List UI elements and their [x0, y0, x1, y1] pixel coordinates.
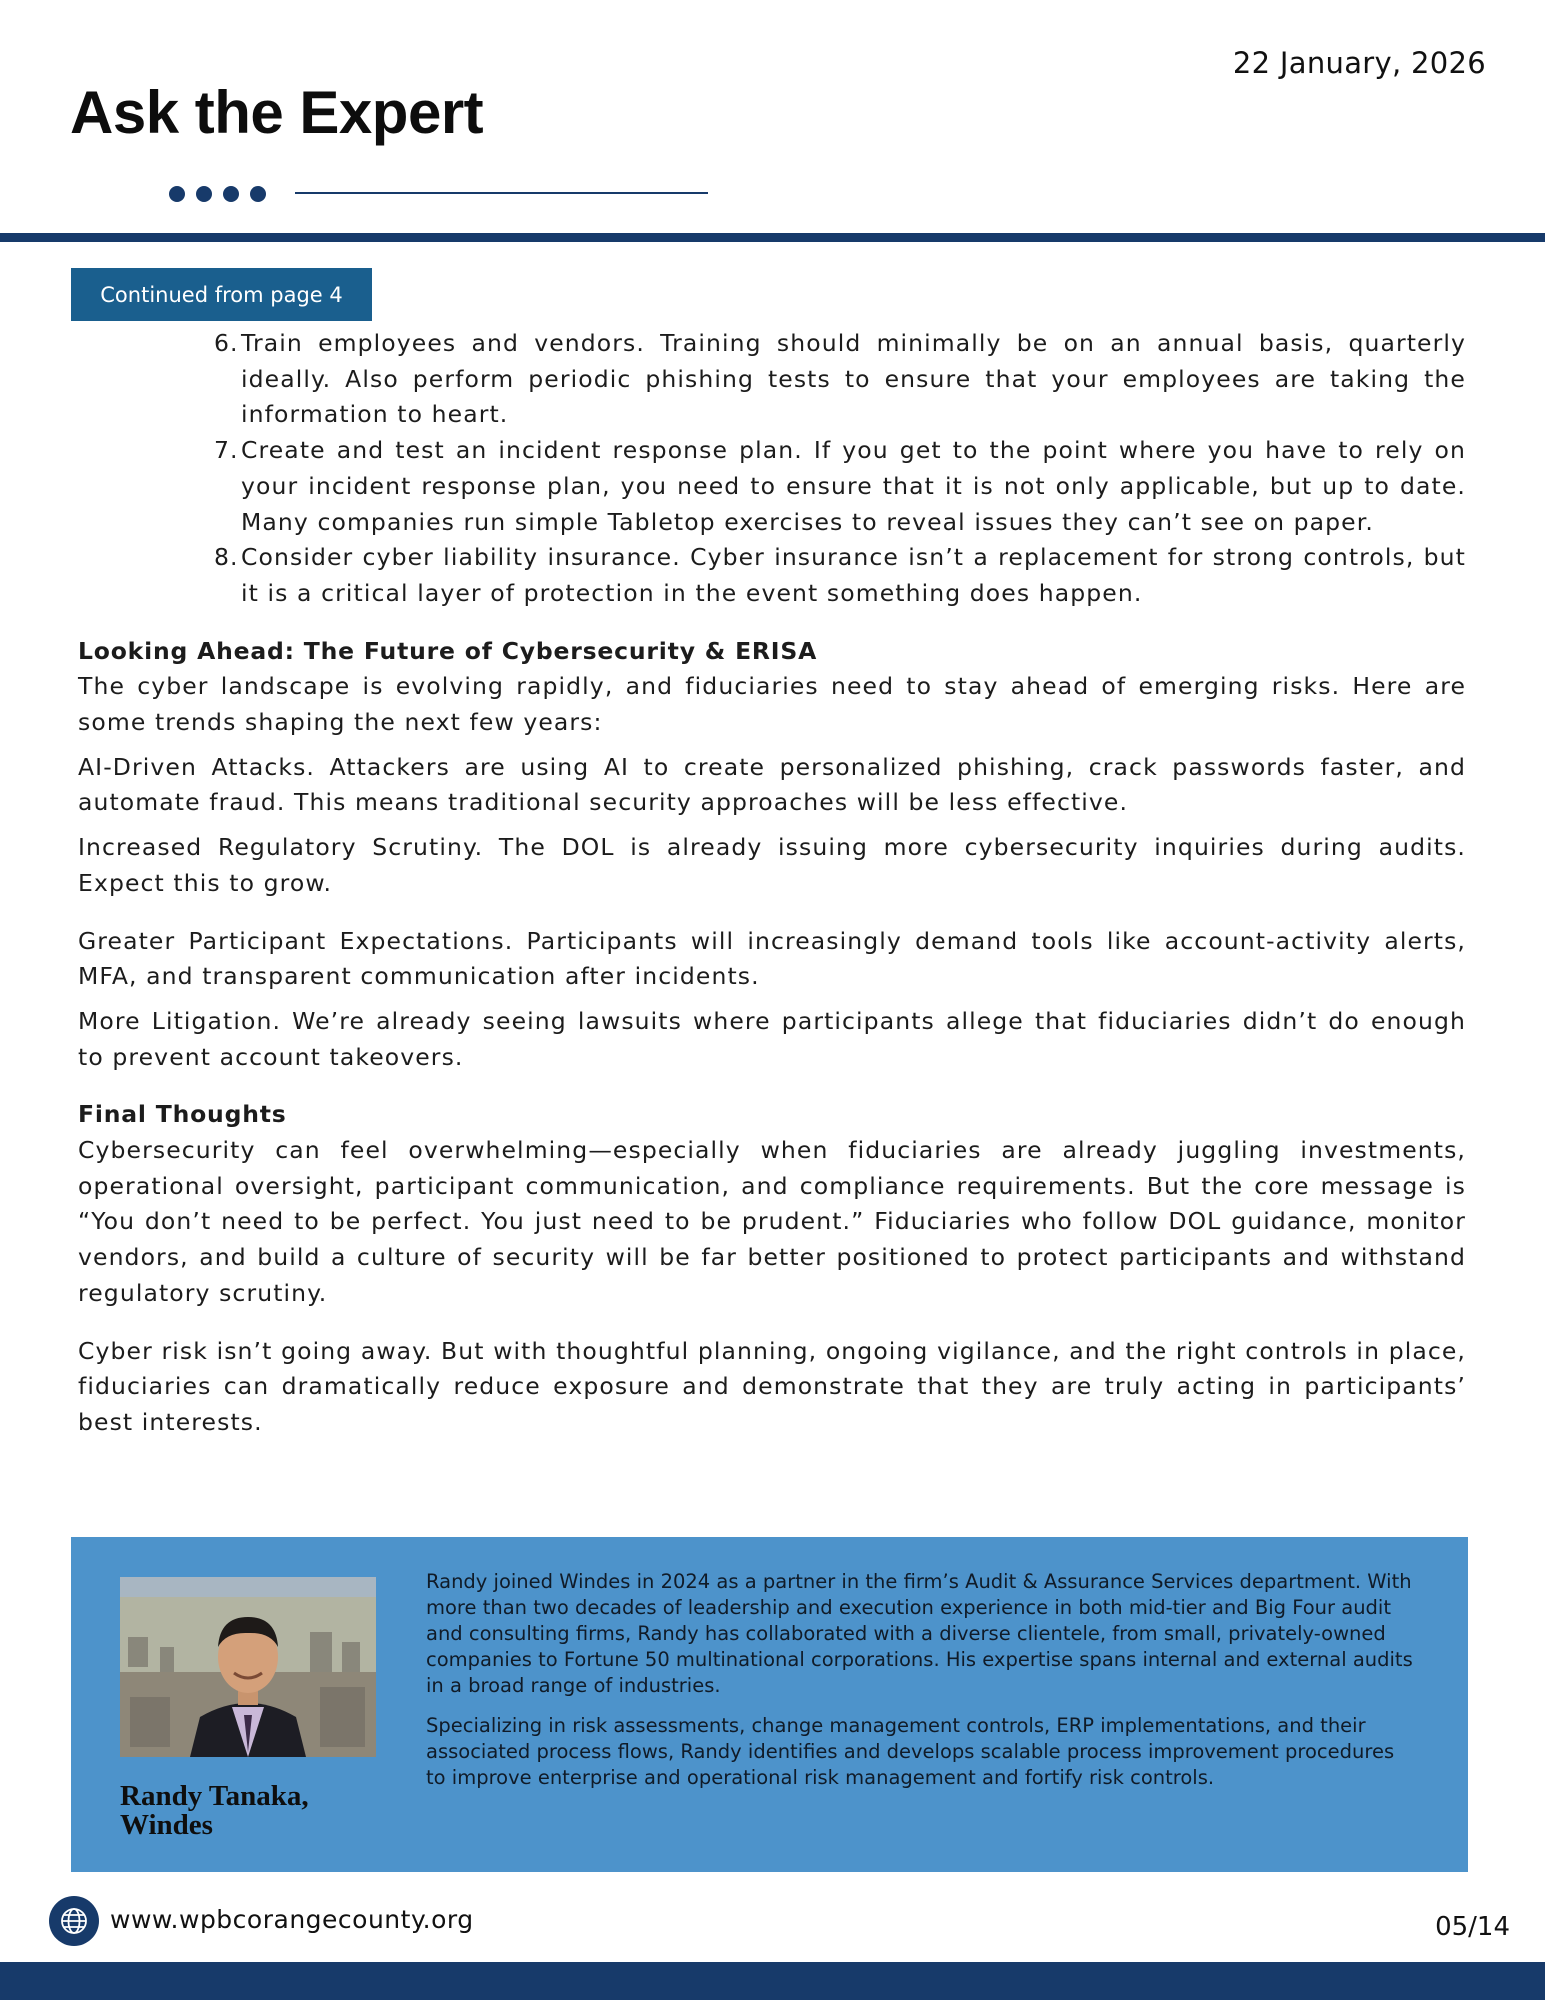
website-link[interactable]: www.wpbcorangecounty.org [110, 1905, 474, 1934]
page-number: 05/14 [1435, 1912, 1510, 1942]
author-bio-box [71, 1537, 1468, 1872]
globe-icon [49, 1896, 99, 1946]
bio-paragraph: Specializing in risk assessments, change management controls, ERP implementations, and their associated process flows, Randy identifies and develops scalable process improvement procedures to improve enterprise and operational risk management and fortify risk controls. [426, 1714, 1395, 1789]
section-heading-looking-ahead: Looking Ahead: The Future of Cybersecurity & ERISA [78, 636, 818, 665]
list-item-text: Train employees and vendors. Training should minimally be on an annual basis, quarterly ideally. Also perform periodic phishing tests to ensure that your employees are taking the information to heart. [241, 329, 1466, 429]
continued-tag: Continued from page 4 [71, 268, 372, 321]
page-title: Ask the Expert [70, 79, 484, 146]
trend-paragraph: AI-Driven Attacks. Attackers are using AI to create personalized phishing, crack passwords faster, and automate fraud. This means traditional security approaches will be less effective. [78, 752, 1466, 817]
final-thoughts-paragraph: Cybersecurity can feel overwhelming—especially when fiduciaries are already juggling investments, operational oversight, participant communication, and compliance requirements. But the core message is “You don’t need to be perfect. You just need to be prudent.” Fiduciaries who follow DOL guidance, monitor vendors, and build a culture of security will be far better positioned to protect participants and withstand regulatory scrutiny. [78, 1136, 1466, 1307]
article-body [78, 326, 1466, 1450]
list-item-text: Consider cyber liability insurance. Cyber insurance isn’t a replacement for strong controls, but it is a critical layer of protection in the event something does happen. [241, 543, 1466, 607]
looking-ahead-intro: The cyber landscape is evolving rapidly, and fiduciaries need to stay ahead of emerging risks. Here are some trends shaping the next few years: [78, 672, 1466, 737]
list-item [214, 540, 1466, 611]
author-photo [120, 1577, 376, 1757]
author-bio-text [426, 1569, 1416, 1805]
list-item [214, 433, 1466, 540]
date: 22 January, 2026 [1232, 46, 1486, 80]
list-number: 6. [214, 329, 239, 357]
footer-band [0, 1962, 1545, 2000]
title-dots-decoration [169, 186, 266, 202]
dot [196, 186, 212, 202]
bio-paragraph: Randy joined Windes in 2024 as a partner in the firm’s Audit & Assurance Services department. With more than two decades of leadership and execution experience in both mid-tier and Big Four audit and consulting firms, Randy has collaborated with a diverse clientele, from small, privately-owned companies to Fortune 50 multinational corporations. His expertise spans internal and external audits in a broad range of industries. [426, 1570, 1413, 1697]
section-heading-final-thoughts: Final Thoughts [78, 1100, 287, 1129]
header-divider-band [0, 233, 1545, 242]
title-underline [295, 192, 708, 194]
author-photo-illustration [120, 1577, 376, 1757]
dot [223, 186, 239, 202]
dot [250, 186, 266, 202]
trend-paragraph: More Litigation. We’re already seeing lawsuits where participants allege that fiduciaries didn’t do enough to prevent account takeovers. [78, 1006, 1466, 1071]
final-thoughts-paragraph: Cyber risk isn’t going away. But with thoughtful planning, ongoing vigilance, and the right controls in place, fiduciaries can dramatically reduce exposure and demonstrate that they are truly acting in participants’ best interests. [78, 1336, 1466, 1436]
dot [169, 186, 185, 202]
author-name: Randy Tanaka, Windes [120, 1780, 309, 1841]
list-number: 8. [214, 543, 239, 572]
trend-paragraph: Greater Participant Expectations. Participants will increasingly demand tools like account-activity alerts, MFA, and transparent communication after incidents. [78, 926, 1466, 991]
list-item-text: Create and test an incident response plan. If you get to the point where you have to rely on your incident response plan, you need to ensure that it is not only applicable, but up to date. Many companies run simple Tabletop exercises to reveal issues they can’t see on paper. [241, 436, 1466, 536]
trend-paragraph: Increased Regulatory Scrutiny. The DOL is already issuing more cybersecurity inquiries during audits. Expect this to grow. [78, 833, 1466, 897]
numbered-steps-list [78, 326, 1466, 612]
list-item [214, 326, 1466, 433]
list-number: 7. [214, 436, 239, 465]
